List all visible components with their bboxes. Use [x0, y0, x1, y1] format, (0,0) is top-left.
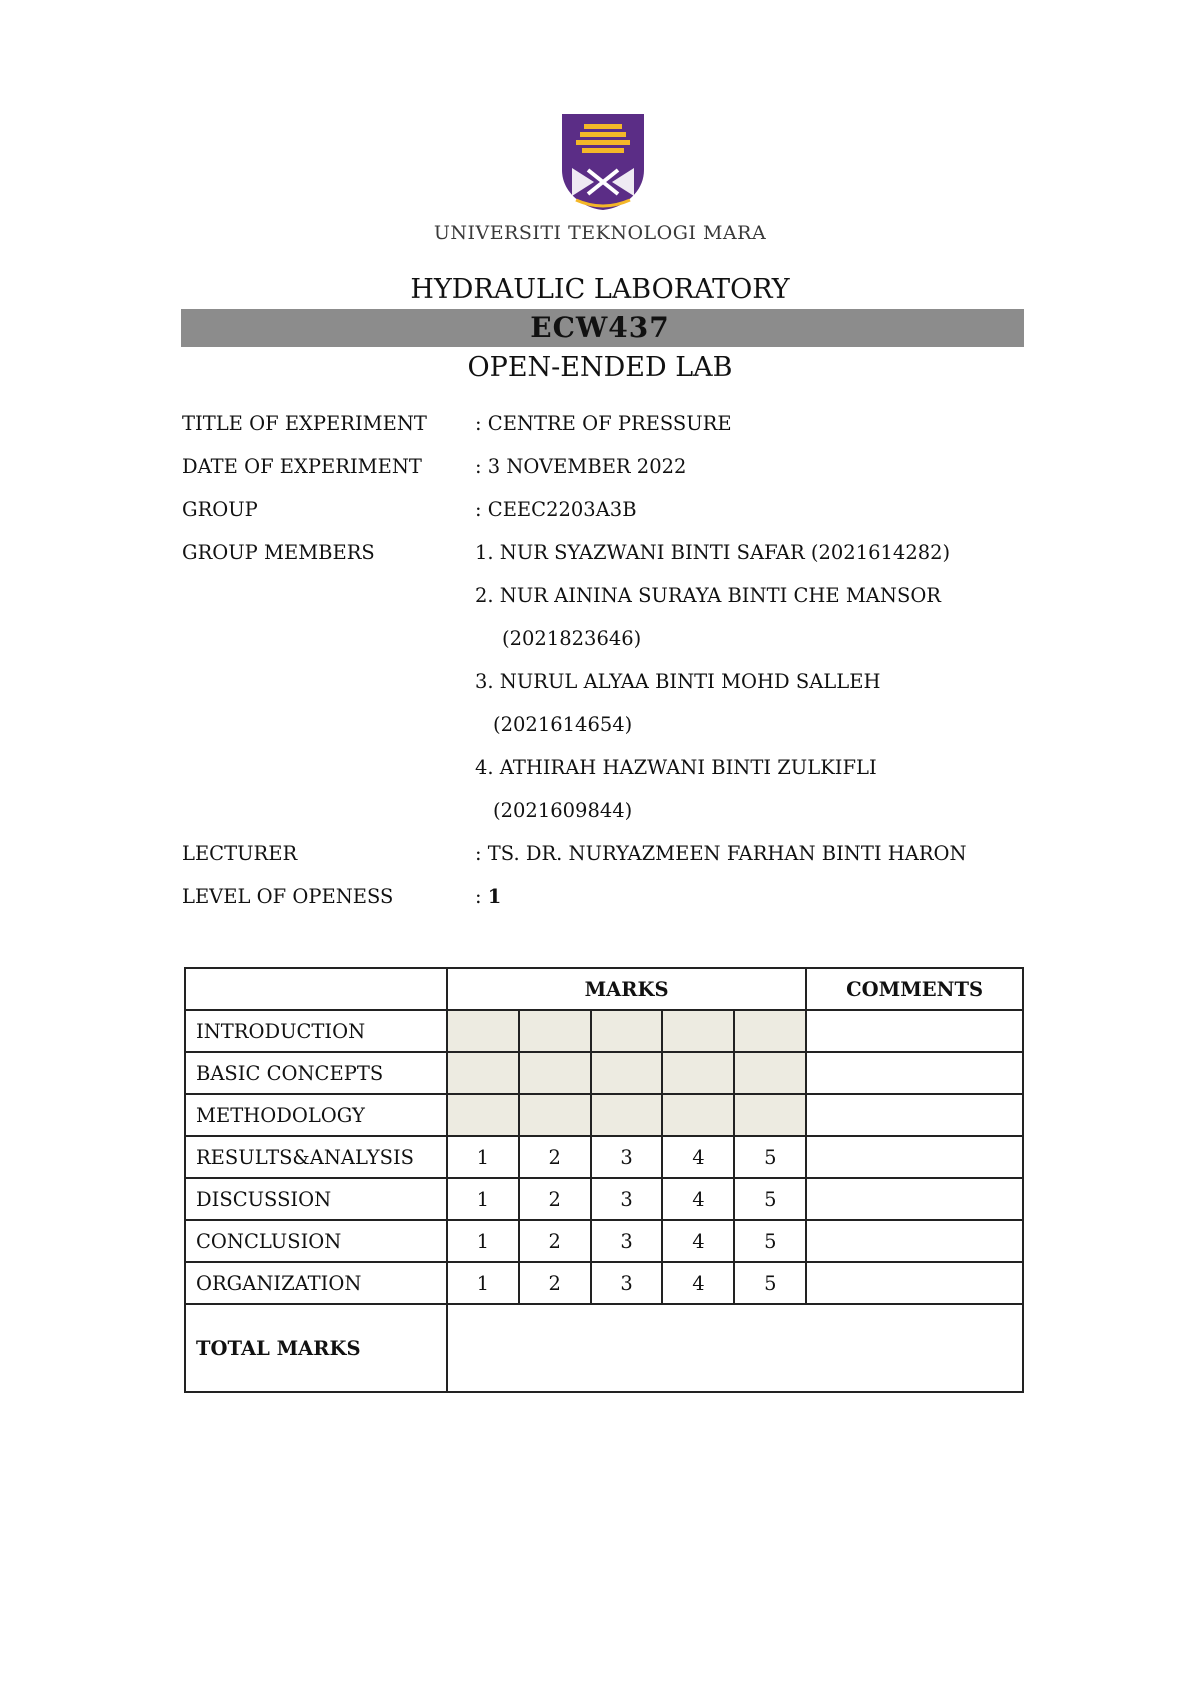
member-4: 4. ATHIRAH HAZWANI BINTI ZULKIFLI [475, 756, 877, 779]
criterion-label: DISCUSSION [185, 1178, 447, 1220]
group-label: GROUP [182, 498, 258, 521]
comment-cell[interactable] [806, 1262, 1023, 1304]
university-name: UNIVERSITI TEKNOLOGI MARA [433, 222, 767, 244]
score-cell[interactable]: 5 [734, 1220, 806, 1262]
openness-label: LEVEL OF OPENESS [182, 885, 394, 908]
comments-header: COMMENTS [806, 968, 1023, 1010]
score-cell[interactable]: 4 [662, 1178, 734, 1220]
score-cell[interactable]: 3 [591, 1136, 663, 1178]
member-3: 3. NURUL ALYAA BINTI MOHD SALLEH [475, 670, 881, 693]
experiment-details [182, 412, 1042, 928]
shaded-score-cell [591, 1052, 663, 1094]
shaded-score-cell [519, 1052, 591, 1094]
shaded-score-cell [734, 1010, 806, 1052]
shaded-score-cell [662, 1010, 734, 1052]
marks-row [185, 1136, 1023, 1178]
marks-row [185, 1052, 1023, 1094]
shaded-score-cell [447, 1052, 519, 1094]
lecturer-value: : TS. DR. NURYAZMEEN FARHAN BINTI HARON [475, 842, 967, 865]
member-3-id-row [182, 713, 1042, 756]
header-blank-cell [185, 968, 447, 1010]
date-value: : 3 NOVEMBER 2022 [475, 455, 687, 478]
lecturer-row [182, 842, 1042, 885]
criterion-label: INTRODUCTION [185, 1010, 447, 1052]
score-cell[interactable]: 2 [519, 1136, 591, 1178]
score-cell[interactable]: 4 [662, 1262, 734, 1304]
shaded-score-cell [662, 1052, 734, 1094]
openness-value-wrap [475, 885, 501, 908]
member-2-id: (2021823646) [502, 627, 642, 650]
title-label: TITLE OF EXPERIMENT [182, 412, 427, 435]
date-row [182, 455, 1042, 498]
shaded-score-cell [447, 1010, 519, 1052]
score-cell[interactable]: 1 [447, 1262, 519, 1304]
member-4-id: (2021609844) [493, 799, 633, 822]
shaded-score-cell [519, 1010, 591, 1052]
score-cell[interactable]: 1 [447, 1220, 519, 1262]
members-label: GROUP MEMBERS [182, 541, 375, 564]
member-2-id-row [182, 627, 1042, 670]
comment-cell[interactable] [806, 1136, 1023, 1178]
shaded-score-cell [519, 1094, 591, 1136]
title-row [182, 412, 1042, 455]
comment-cell[interactable] [806, 1010, 1023, 1052]
marks-row [185, 1220, 1023, 1262]
openness-value: 1 [487, 885, 502, 908]
course-code: ECW437 [530, 311, 670, 344]
score-cell[interactable]: 5 [734, 1136, 806, 1178]
openness-prefix: : [475, 885, 488, 908]
criterion-label: ORGANIZATION [185, 1262, 447, 1304]
shaded-score-cell [734, 1052, 806, 1094]
marks-row [185, 1178, 1023, 1220]
score-cell[interactable]: 3 [591, 1178, 663, 1220]
score-cell[interactable]: 5 [734, 1262, 806, 1304]
shaded-score-cell [447, 1094, 519, 1136]
marks-header-row [185, 968, 1023, 1010]
score-cell[interactable]: 1 [447, 1136, 519, 1178]
marks-row [185, 1262, 1023, 1304]
marks-row [185, 1094, 1023, 1136]
criterion-label: METHODOLOGY [185, 1094, 447, 1136]
score-cell[interactable]: 5 [734, 1178, 806, 1220]
criterion-label: BASIC CONCEPTS [185, 1052, 447, 1094]
marks-header: MARKS [447, 968, 806, 1010]
member-4-row [182, 756, 1042, 799]
member-2: 2. NUR AININA SURAYA BINTI CHE MANSOR [475, 584, 941, 607]
university-crest-icon [560, 112, 646, 212]
shaded-score-cell [734, 1094, 806, 1136]
shaded-score-cell [591, 1094, 663, 1136]
lecturer-label: LECTURER [182, 842, 298, 865]
member-3-row [182, 670, 1042, 713]
score-cell[interactable]: 1 [447, 1178, 519, 1220]
lab-title: HYDRAULIC LABORATORY [410, 274, 790, 305]
comment-cell[interactable] [806, 1094, 1023, 1136]
openness-row [182, 885, 1042, 928]
score-cell[interactable]: 2 [519, 1262, 591, 1304]
total-marks-label: TOTAL MARKS [185, 1304, 447, 1392]
score-cell[interactable]: 3 [591, 1262, 663, 1304]
score-cell[interactable]: 4 [662, 1136, 734, 1178]
comment-cell[interactable] [806, 1052, 1023, 1094]
comment-cell[interactable] [806, 1178, 1023, 1220]
member-1: 1. NUR SYAZWANI BINTI SAFAR (2021614282) [475, 541, 951, 564]
criterion-label: CONCLUSION [185, 1220, 447, 1262]
group-row [182, 498, 1042, 541]
member-3-id: (2021614654) [493, 713, 633, 736]
total-row [185, 1304, 1023, 1392]
score-cell[interactable]: 2 [519, 1220, 591, 1262]
score-cell[interactable]: 3 [591, 1220, 663, 1262]
marks-row [185, 1010, 1023, 1052]
group-value: : CEEC2203A3B [475, 498, 637, 521]
total-marks-value[interactable] [447, 1304, 1023, 1392]
marks-table [184, 967, 1024, 1393]
criterion-label: RESULTS&ANALYSIS [185, 1136, 447, 1178]
shaded-score-cell [591, 1010, 663, 1052]
member-2-row [182, 584, 1042, 627]
lab-type: OPEN-ENDED LAB [467, 352, 733, 383]
date-label: DATE OF EXPERIMENT [182, 455, 422, 478]
member-4-id-row [182, 799, 1042, 842]
members-row [182, 541, 1042, 584]
shaded-score-cell [662, 1094, 734, 1136]
comment-cell[interactable] [806, 1220, 1023, 1262]
title-value: : CENTRE OF PRESSURE [475, 412, 732, 435]
score-cell[interactable]: 2 [519, 1178, 591, 1220]
score-cell[interactable]: 4 [662, 1220, 734, 1262]
